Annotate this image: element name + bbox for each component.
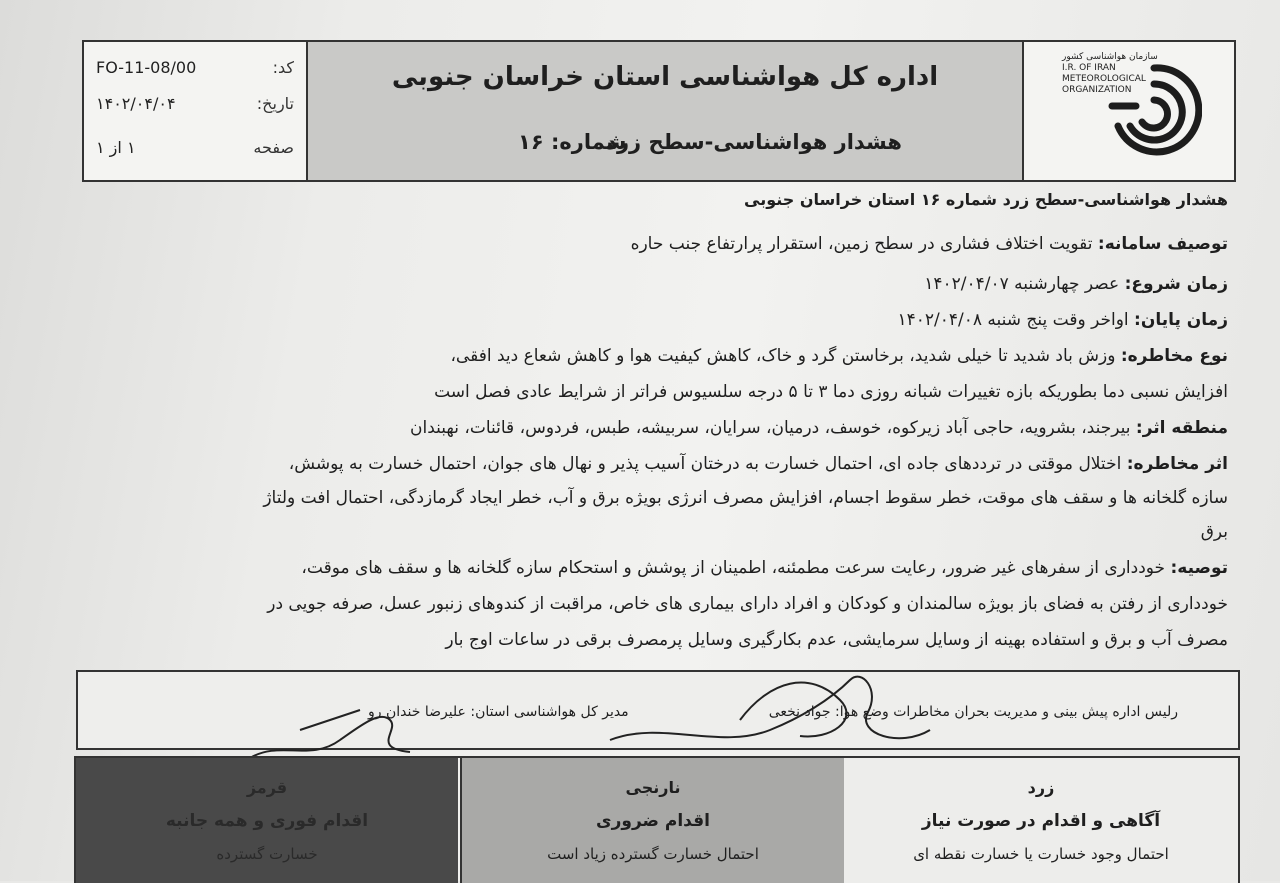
hazard-label: نوع مخاطره: <box>1120 346 1228 366</box>
advice-text-1: خودداری از سفرهای غیر ضرور، رعایت سرعت مطمئنه، اطمینان از پوشش و استحکام سازه گلخانه ها و سقف های موقت، <box>301 558 1171 578</box>
level-red <box>76 758 458 883</box>
hazard-type-line <box>95 346 1228 366</box>
level-yellow-action: آگاهی و اقدام در صورت نیاز <box>921 811 1161 831</box>
level-orange-title: نارنجی <box>625 778 681 797</box>
system-description-line <box>95 234 1228 254</box>
forecast-head-signature-label: رلیس اداره پیش بینی و مدیریت بحران مخاطرات وضع هوا: جواد نخعی <box>768 704 1178 720</box>
system-label: توصیف سامانه: <box>1097 234 1228 254</box>
area-label: منطقه اثر: <box>1135 418 1228 438</box>
advice-line-2: خودداری از رفتن به فضای باز بویژه سالمندان و کودکان و افراد دارای بیماری های خاص، مراقبت از کندوهای زنبور عسل، صرفه جویی در <box>267 594 1228 614</box>
code-row <box>96 58 294 88</box>
date-row <box>96 94 294 124</box>
meteorological-organization-logo-icon <box>1106 56 1202 166</box>
level-orange-desc: احتمال خسارت گسترده زیاد است <box>547 845 759 863</box>
level-orange-action: اقدام ضروری <box>596 811 710 831</box>
date-value: ۱۴۰۲/۰۴/۰۴ <box>96 94 176 113</box>
area-text: بیرجند، بشرویه، حاجی آباد زیرکوه، خوسف، درمیان، سرایان، سربیشه، طبس، فردوس، قائنات، نهبندان <box>409 418 1136 438</box>
effect-text-1: اختلال موقتی در ترددهای جاده ای، احتمال خسارت به درختان آسیب پذیر و نهال های جوان، احتمال خسارت به پوشش، <box>288 454 1127 474</box>
page-value: ۱ از ۱ <box>96 138 136 157</box>
end-label: زمان پایان: <box>1134 310 1228 330</box>
alert-level-legend <box>74 756 1240 883</box>
level-red-title: قرمز <box>246 778 288 797</box>
end-text: اواخر وقت پنج شنبه ۱۴۰۲/۰۴/۰۸ <box>897 310 1135 330</box>
date-label: تاریخ: <box>256 94 294 113</box>
level-yellow-desc: احتمال وجود خسارت یا خسارت نقطه ای <box>913 845 1169 863</box>
end-time-line <box>95 310 1228 330</box>
header-meta-cell <box>84 42 308 180</box>
advice-line-3: مصرف آب و برق و استفاده بهینه از وسایل سرمایشی، عدم بکارگیری وسایل پرمصرف برقی در ساعات اوج بار <box>445 630 1228 650</box>
office-title: اداره کل هواشناسی استان خراسان جنوبی <box>391 62 939 92</box>
level-orange <box>460 758 846 883</box>
level-yellow <box>844 758 1238 883</box>
hazard-type-line-2: افزایش نسبی دما بطوریکه بازه تغییرات شبانه روزی دما ۳ تا ۵ درجه سلسیوس فراتر از شرایط عادی فصل است <box>434 382 1228 402</box>
code-label: کد: <box>272 58 294 77</box>
signature-scribble-right-icon <box>600 660 940 760</box>
director-signature-label: مدیر کل هواشناسی استان: علیرضا خندان رو <box>368 704 629 720</box>
hazard-effect-line <box>95 454 1228 474</box>
affected-area-line <box>95 418 1228 438</box>
advice-line <box>95 558 1228 578</box>
warning-heading: هشدار هواشناسی-سطح زرد شماره ۱۶ استان خراسان جنوبی <box>744 190 1228 209</box>
advice-label: توصیه: <box>1170 558 1228 578</box>
start-label: زمان شروع: <box>1124 274 1228 294</box>
level-red-action: اقدام فوری و همه جانبه <box>165 811 369 831</box>
level-yellow-title: زرد <box>1027 778 1055 797</box>
start-time-line <box>95 274 1228 294</box>
start-text: عصر چهارشنبه ۱۴۰۲/۰۴/۰۷ <box>924 274 1125 294</box>
header-title-cell <box>308 42 1022 180</box>
effect-label: اثر مخاطره: <box>1126 454 1228 474</box>
hazard-text-1: وزش باد شدید تا خیلی شدید، برخاستن گرد و خاک، کاهش کیفیت هوا و کاهش شعاع دید افقی، <box>450 346 1121 366</box>
hazard-effect-line-3: برق <box>1200 522 1228 542</box>
level-red-desc: خسارت گسترده <box>216 845 318 863</box>
warning-number: شماره: ۱۶ <box>518 130 627 154</box>
page-label: صفحه <box>253 138 294 157</box>
page-row <box>96 138 294 168</box>
hazard-effect-line-2: سازه گلخانه ها و سقف های موقت، خطر سقوط اجسام، افزایش مصرف انرژی بویژه برق و آب، خطر ایجاد گرمازدگی، احتمال افت ولتاژ <box>263 488 1228 508</box>
warning-level-title: هشدار هواشناسی-سطح زرد <box>606 130 902 154</box>
logo-cell <box>1022 42 1234 180</box>
code-value: FO-11-08/00 <box>96 58 197 77</box>
logo-text: سازمان هواشناسی کشور I.R. OF IRAN METEOROLOGICAL ORGANIZATION <box>1062 52 1158 95</box>
document-header <box>82 40 1236 182</box>
system-text: تقویت اختلاف فشاری در سطح زمین، استقرار پرارتفاع جنب حاره <box>630 234 1098 254</box>
